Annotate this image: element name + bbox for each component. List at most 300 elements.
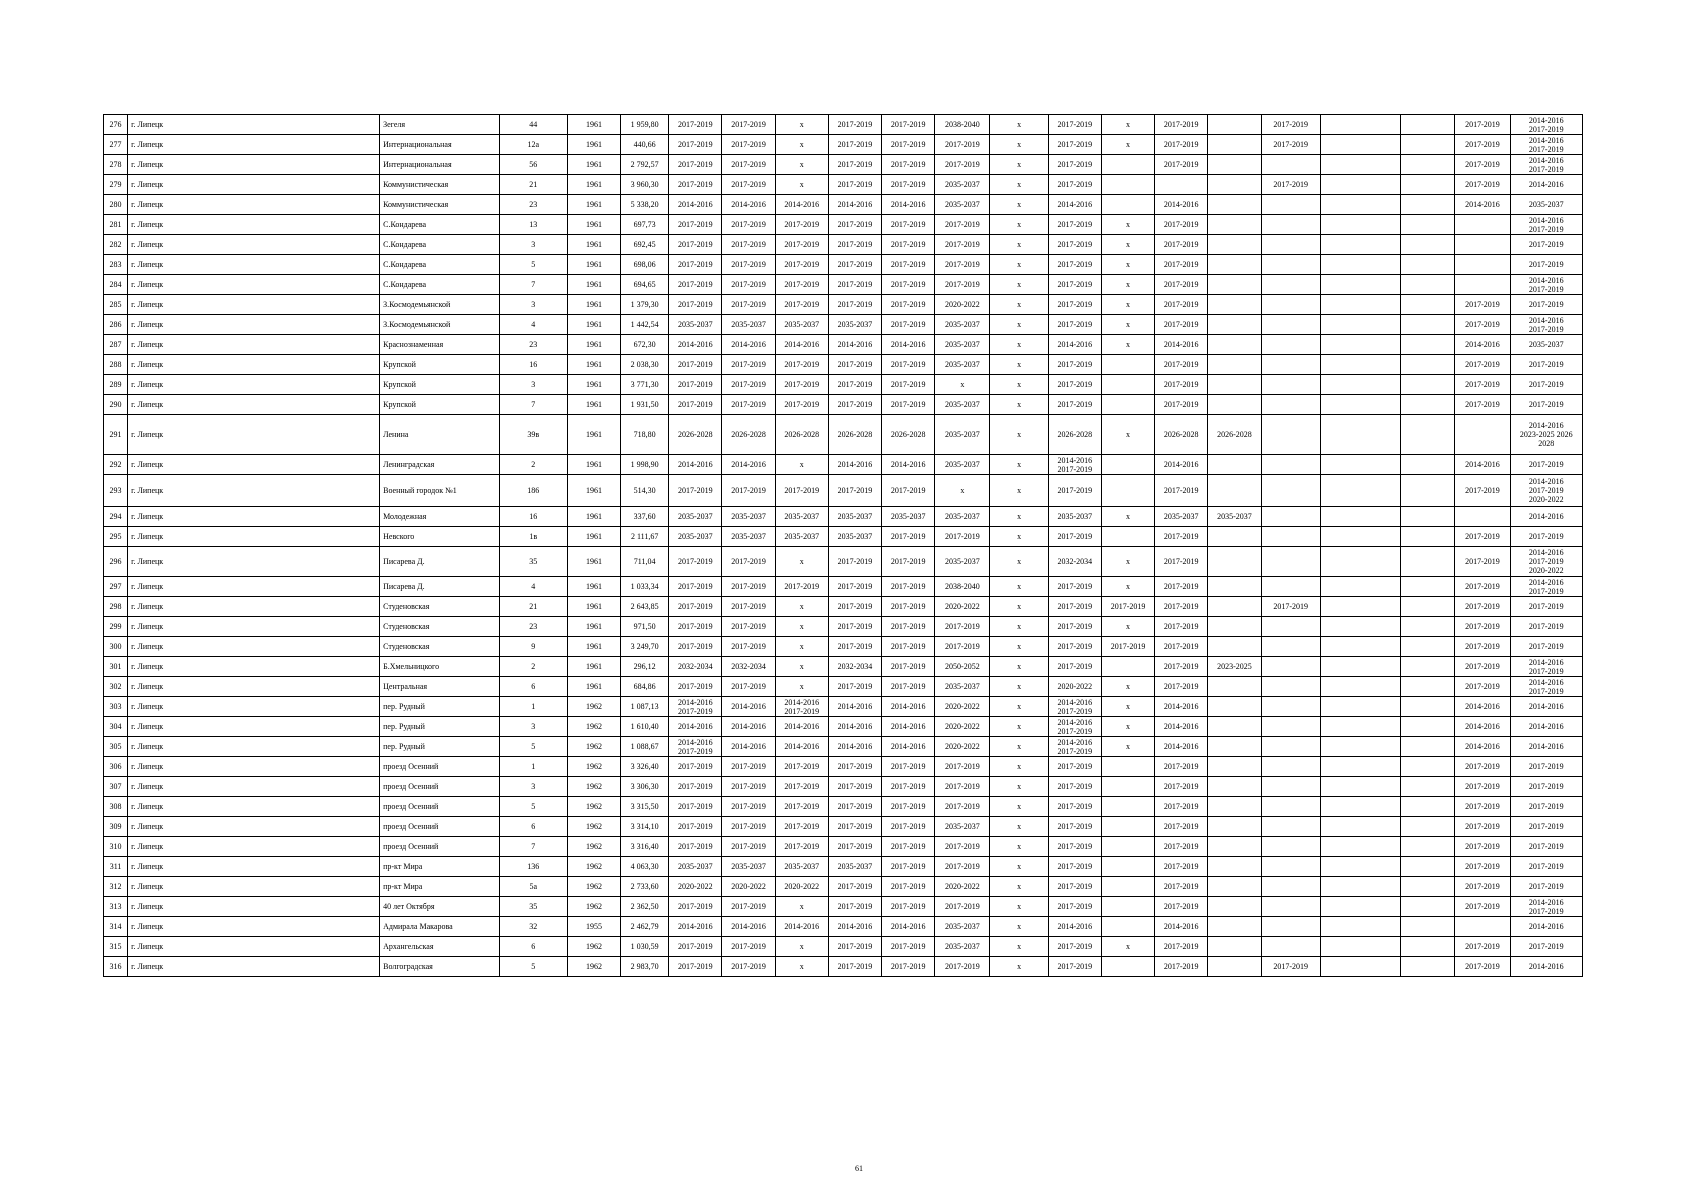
table-cell: 1961 — [567, 275, 620, 295]
table-cell: 292 — [104, 455, 128, 475]
table-cell: 2035-2037 — [935, 395, 990, 415]
table-cell: 1961 — [567, 355, 620, 375]
table-cell: x — [1101, 507, 1154, 527]
table-cell: 1955 — [567, 917, 620, 937]
table-cell: 2017-2019 — [722, 475, 775, 507]
table-cell: 2032-2034 — [1048, 547, 1101, 577]
table-cell: 2020-2022 — [1048, 677, 1101, 697]
table-cell: 718,80 — [621, 415, 669, 455]
table-row — [104, 195, 1583, 215]
table-cell: 2014-2016 2017-2019 — [1510, 215, 1582, 235]
table-cell: 2017-2019 — [669, 255, 722, 275]
table-cell: 1 — [499, 757, 567, 777]
table-cell: 2035-2037 — [669, 507, 722, 527]
table-cell: x — [990, 115, 1048, 135]
table-cell — [1401, 897, 1455, 917]
table-cell — [1320, 455, 1400, 475]
table-cell: 308 — [104, 797, 128, 817]
table-cell: 2014-2016 — [1455, 335, 1510, 355]
table-cell — [1208, 195, 1261, 215]
table-cell: 2014-2016 — [775, 737, 828, 757]
table-cell — [1261, 757, 1320, 777]
table-cell: 2017-2019 — [882, 777, 935, 797]
table-cell: Архангельская — [380, 937, 499, 957]
table-cell: 2035-2037 — [935, 677, 990, 697]
table-cell: 2014-2016 2017-2019 — [1048, 717, 1101, 737]
table-cell — [1208, 527, 1261, 547]
table-cell: г. Липецк — [128, 717, 380, 737]
table-cell: 692,45 — [621, 235, 669, 255]
table-cell: 1 959,80 — [621, 115, 669, 135]
table-cell — [1101, 757, 1154, 777]
table-cell — [1261, 817, 1320, 837]
table-cell: 2014-2016 2023-2025 2026 2028 — [1510, 415, 1582, 455]
table-cell: 2017-2019 — [1155, 637, 1208, 657]
table-cell: x — [775, 547, 828, 577]
table-cell: 440,66 — [621, 135, 669, 155]
table-cell: x — [990, 637, 1048, 657]
table-cell: x — [1101, 547, 1154, 577]
table-cell: 2017-2019 — [669, 757, 722, 777]
table-cell: 2017-2019 — [1455, 135, 1510, 155]
table-cell: 2014-2016 — [1455, 697, 1510, 717]
table-cell: г. Липецк — [128, 507, 380, 527]
table-cell: 301 — [104, 657, 128, 677]
table-cell: 2017-2019 — [1455, 475, 1510, 507]
table-cell — [1261, 777, 1320, 797]
table-row — [104, 697, 1583, 717]
table-cell: 2017-2019 — [1048, 857, 1101, 877]
table-row — [104, 657, 1583, 677]
table-cell: 2017-2019 — [828, 395, 881, 415]
table-cell: 2014-2016 — [1510, 717, 1582, 737]
table-cell: 2017-2019 — [882, 527, 935, 547]
table-cell: 2017-2019 — [935, 235, 990, 255]
table-cell — [1320, 677, 1400, 697]
table-cell: 2014-2016 — [669, 195, 722, 215]
table-cell: x — [1101, 415, 1154, 455]
table-cell — [1208, 295, 1261, 315]
table-cell — [1320, 195, 1400, 215]
table-cell: 2017-2019 — [722, 837, 775, 857]
table-row — [104, 475, 1583, 507]
table-cell: 2017-2019 — [1510, 355, 1582, 375]
table-cell: 1962 — [567, 777, 620, 797]
table-cell: 2 362,50 — [621, 897, 669, 917]
table-row — [104, 415, 1583, 455]
table-cell: Центральная — [380, 677, 499, 697]
table-cell: 2017-2019 — [1455, 527, 1510, 547]
table-cell: x — [1101, 937, 1154, 957]
table-cell — [1401, 777, 1455, 797]
table-cell: 2014-2016 — [828, 737, 881, 757]
table-cell: 2017-2019 — [775, 475, 828, 507]
table-cell: 2017-2019 — [828, 115, 881, 135]
table-cell: 1962 — [567, 877, 620, 897]
table-cell — [1401, 957, 1455, 977]
table-cell: x — [990, 355, 1048, 375]
table-cell: 2017-2019 — [722, 155, 775, 175]
table-cell — [1401, 877, 1455, 897]
table-cell: 3 316,40 — [621, 837, 669, 857]
table-cell: 2017-2019 — [722, 777, 775, 797]
table-cell — [1320, 335, 1400, 355]
table-cell: x — [990, 395, 1048, 415]
table-cell: 2017-2019 — [669, 135, 722, 155]
table-cell: 697,73 — [621, 215, 669, 235]
table-cell: x — [990, 757, 1048, 777]
table-cell: 1961 — [567, 155, 620, 175]
table-cell: 2014-2016 2017-2019 — [1510, 315, 1582, 335]
table-cell: 2017-2019 — [828, 797, 881, 817]
table-cell — [1401, 135, 1455, 155]
table-cell: 2017-2019 — [1155, 135, 1208, 155]
table-cell — [1208, 877, 1261, 897]
table-cell: 2017-2019 — [882, 255, 935, 275]
table-cell: 2017-2019 — [669, 547, 722, 577]
table-cell — [1320, 415, 1400, 455]
table-cell: 6 — [499, 817, 567, 837]
table-cell: 2017-2019 — [1155, 617, 1208, 637]
table-cell: 2035-2037 — [935, 415, 990, 455]
table-cell: г. Липецк — [128, 375, 380, 395]
table-cell: 1962 — [567, 817, 620, 837]
table-cell: x — [990, 877, 1048, 897]
table-cell: 279 — [104, 175, 128, 195]
table-cell — [1320, 355, 1400, 375]
table-cell: г. Липецк — [128, 475, 380, 507]
table-cell: 2017-2019 — [1510, 637, 1582, 657]
table-cell: 3 306,30 — [621, 777, 669, 797]
table-cell — [1261, 717, 1320, 737]
table-cell: 309 — [104, 817, 128, 837]
table-cell: 1961 — [567, 547, 620, 577]
table-cell — [1208, 155, 1261, 175]
table-cell: 2017-2019 — [828, 897, 881, 917]
table-cell: 1961 — [567, 577, 620, 597]
table-cell: 2017-2019 — [1455, 315, 1510, 335]
table-cell: 2017-2019 — [1510, 757, 1582, 777]
table-cell: 2 643,85 — [621, 597, 669, 617]
table-cell: 13 — [499, 215, 567, 235]
table-cell — [1261, 415, 1320, 455]
table-cell: 2020-2022 — [935, 295, 990, 315]
table-cell: x — [775, 597, 828, 617]
table-cell: 2017-2019 — [882, 295, 935, 315]
table-cell: 2014-2016 — [775, 335, 828, 355]
table-cell: x — [990, 597, 1048, 617]
table-cell — [1320, 235, 1400, 255]
table-cell: 2017-2019 — [882, 637, 935, 657]
table-cell: 310 — [104, 837, 128, 857]
table-cell — [1320, 657, 1400, 677]
table-row — [104, 737, 1583, 757]
table-cell: 2 038,30 — [621, 355, 669, 375]
table-cell — [1208, 777, 1261, 797]
table-cell: 1962 — [567, 717, 620, 737]
table-cell — [1261, 235, 1320, 255]
table-cell: 2026-2028 — [882, 415, 935, 455]
table-cell — [1320, 757, 1400, 777]
table-cell: 2014-2016 — [828, 697, 881, 717]
table-cell — [1101, 527, 1154, 547]
table-cell: 286 — [104, 315, 128, 335]
table-cell: 2035-2037 — [1510, 335, 1582, 355]
table-cell — [1320, 917, 1400, 937]
table-cell: 2038-2040 — [935, 115, 990, 135]
table-cell: проезд Осенний — [380, 777, 499, 797]
table-cell: 311 — [104, 857, 128, 877]
table-cell: 2017-2019 — [1155, 395, 1208, 415]
table-cell: 2017-2019 — [882, 115, 935, 135]
table-cell — [1401, 175, 1455, 195]
table-cell — [1455, 275, 1510, 295]
table-cell: г. Липецк — [128, 547, 380, 577]
table-cell: 2017-2019 — [1455, 395, 1510, 415]
table-cell: 2017-2019 — [1455, 375, 1510, 395]
table-cell: 307 — [104, 777, 128, 797]
table-cell: 2014-2016 2017-2019 — [1048, 455, 1101, 475]
table-cell: С.Кондарева — [380, 275, 499, 295]
table-cell: 2020-2022 — [775, 877, 828, 897]
table-cell: 1962 — [567, 737, 620, 757]
table-cell: 2017-2019 — [1048, 527, 1101, 547]
table-cell: 1962 — [567, 797, 620, 817]
table-cell: 2017-2019 — [1101, 637, 1154, 657]
table-cell: x — [990, 957, 1048, 977]
table-cell: 2035-2037 — [1048, 507, 1101, 527]
table-cell: 2017-2019 — [1155, 375, 1208, 395]
table-cell: 5 — [499, 255, 567, 275]
table-cell — [1208, 355, 1261, 375]
table-cell: x — [775, 617, 828, 637]
table-cell: 2017-2019 — [1048, 957, 1101, 977]
table-cell: 2017-2019 — [775, 375, 828, 395]
table-cell: x — [1101, 737, 1154, 757]
table-cell: 2017-2019 — [882, 475, 935, 507]
table-cell: 684,86 — [621, 677, 669, 697]
table-cell: 2035-2037 — [722, 857, 775, 877]
table-cell: 2017-2019 — [1455, 637, 1510, 657]
table-cell: 2017-2019 — [722, 115, 775, 135]
table-cell: 2017-2019 — [1155, 235, 1208, 255]
table-cell: 1961 — [567, 527, 620, 547]
table-cell: 296,12 — [621, 657, 669, 677]
table-cell — [1208, 115, 1261, 135]
table-cell — [1401, 275, 1455, 295]
table-cell: x — [990, 155, 1048, 175]
table-cell: 2014-2016 — [1455, 195, 1510, 215]
table-cell: 2017-2019 — [1155, 677, 1208, 697]
table-cell: 2017-2019 — [722, 937, 775, 957]
table-cell — [1401, 395, 1455, 415]
table-cell: 283 — [104, 255, 128, 275]
table-cell: 2017-2019 — [1155, 937, 1208, 957]
table-cell: 2050-2052 — [935, 657, 990, 677]
table-cell: 1962 — [567, 697, 620, 717]
table-cell: Писарева Д. — [380, 547, 499, 577]
table-cell — [1401, 375, 1455, 395]
table-cell: 1 088,67 — [621, 737, 669, 757]
table-cell: 278 — [104, 155, 128, 175]
table-cell: 2017-2019 — [669, 797, 722, 817]
table-cell: 2014-2016 — [1455, 737, 1510, 757]
table-cell: 2014-2016 — [882, 917, 935, 937]
table-cell: 2017-2019 — [1048, 275, 1101, 295]
table-cell: 711,04 — [621, 547, 669, 577]
table-cell: 2014-2016 — [1455, 455, 1510, 475]
table-cell — [1208, 637, 1261, 657]
table-cell: 2017-2019 — [882, 757, 935, 777]
table-cell: г. Липецк — [128, 777, 380, 797]
table-cell: 2014-2016 2017-2019 — [775, 697, 828, 717]
table-cell: 2014-2016 2017-2019 — [1510, 897, 1582, 917]
table-cell — [1401, 937, 1455, 957]
table-row — [104, 897, 1583, 917]
table-cell: 2017-2019 — [1510, 837, 1582, 857]
table-cell: 305 — [104, 737, 128, 757]
table-cell: 2026-2028 — [828, 415, 881, 455]
table-cell: 2017-2019 — [775, 777, 828, 797]
table-cell: 2017-2019 — [935, 957, 990, 977]
table-row — [104, 135, 1583, 155]
table-cell: 2017-2019 — [882, 547, 935, 577]
table-cell — [1261, 335, 1320, 355]
table-cell: г. Липецк — [128, 657, 380, 677]
table-cell: x — [935, 475, 990, 507]
table-cell: x — [990, 175, 1048, 195]
table-cell: 282 — [104, 235, 128, 255]
table-cell — [1261, 527, 1320, 547]
table-cell: г. Липецк — [128, 917, 380, 937]
table-row — [104, 455, 1583, 475]
table-cell: 2035-2037 — [935, 817, 990, 837]
table-cell: 2017-2019 — [775, 235, 828, 255]
table-cell: 971,50 — [621, 617, 669, 637]
table-cell: г. Липецк — [128, 355, 380, 375]
table-cell: 2035-2037 — [935, 917, 990, 937]
table-cell: 2017-2019 — [1261, 135, 1320, 155]
table-cell: x — [990, 817, 1048, 837]
table-cell: г. Липецк — [128, 235, 380, 255]
table-cell: 2017-2019 — [1510, 527, 1582, 547]
table-cell: 2017-2019 — [1455, 295, 1510, 315]
table-cell — [1320, 637, 1400, 657]
table-cell: 2014-2016 2017-2019 — [1510, 275, 1582, 295]
table-cell: 2014-2016 — [669, 455, 722, 475]
table-cell: г. Липецк — [128, 315, 380, 335]
table-cell: 2017-2019 — [1048, 837, 1101, 857]
table-cell — [1208, 215, 1261, 235]
table-cell: 2017-2019 — [828, 235, 881, 255]
table-cell: 337,60 — [621, 507, 669, 527]
table-cell: 2017-2019 — [1510, 455, 1582, 475]
table-cell: 2035-2037 — [935, 335, 990, 355]
table-cell: 1961 — [567, 455, 620, 475]
table-cell: г. Липецк — [128, 275, 380, 295]
table-row — [104, 255, 1583, 275]
table-cell — [1401, 115, 1455, 135]
table-cell: С.Кондарева — [380, 235, 499, 255]
table-row — [104, 335, 1583, 355]
table-cell: 2035-2037 — [722, 315, 775, 335]
table-cell: 2017-2019 — [882, 797, 935, 817]
table-cell — [1401, 215, 1455, 235]
table-cell: 2014-2016 — [722, 717, 775, 737]
table-cell: 2014-2016 — [882, 737, 935, 757]
table-cell: 2017-2019 — [1048, 395, 1101, 415]
table-cell — [1261, 295, 1320, 315]
table-cell: x — [1101, 717, 1154, 737]
table-cell: 2017-2019 — [1155, 547, 1208, 577]
table-cell: г. Липецк — [128, 115, 380, 135]
table-cell: 32 — [499, 917, 567, 937]
table-cell: 2014-2016 — [775, 195, 828, 215]
table-cell: 2017-2019 — [1261, 957, 1320, 977]
table-cell: 2017-2019 — [722, 135, 775, 155]
table-cell: 2014-2016 — [722, 737, 775, 757]
table-cell: 39в — [499, 415, 567, 455]
table-cell: 2017-2019 — [1155, 275, 1208, 295]
table-cell — [1401, 917, 1455, 937]
table-cell: 2017-2019 — [722, 255, 775, 275]
table-cell: Краснознаменная — [380, 335, 499, 355]
table-cell: 2014-2016 — [775, 717, 828, 737]
table-cell — [1401, 597, 1455, 617]
table-cell: 2017-2019 — [828, 617, 881, 637]
table-cell: 2017-2019 — [882, 315, 935, 335]
table-cell: x — [1101, 255, 1154, 275]
table-cell: 4 063,30 — [621, 857, 669, 877]
table-cell: 2017-2019 — [669, 375, 722, 395]
table-cell: 316 — [104, 957, 128, 977]
table-cell — [1208, 547, 1261, 577]
table-cell: 1 379,30 — [621, 295, 669, 315]
table-cell: 56 — [499, 155, 567, 175]
table-cell: 2017-2019 — [1048, 817, 1101, 837]
table-cell: 2017-2019 — [722, 677, 775, 697]
table-cell: 1961 — [567, 415, 620, 455]
table-cell: 2017-2019 — [828, 255, 881, 275]
table-cell: x — [775, 937, 828, 957]
table-cell: 312 — [104, 877, 128, 897]
table-cell: 2017-2019 — [1155, 577, 1208, 597]
table-cell: 1 442,54 — [621, 315, 669, 335]
table-cell: Коммунистическая — [380, 175, 499, 195]
table-cell: 2014-2016 — [1510, 697, 1582, 717]
table-cell: 2017-2019 — [775, 757, 828, 777]
table-cell: 2017-2019 — [882, 215, 935, 235]
table-cell — [1261, 797, 1320, 817]
table-cell: 2017-2019 — [1048, 115, 1101, 135]
table-cell — [1401, 697, 1455, 717]
table-cell: 136 — [499, 857, 567, 877]
table-cell — [1261, 677, 1320, 697]
table-cell: г. Липецк — [128, 155, 380, 175]
table-cell: 2017-2019 — [775, 817, 828, 837]
table-row — [104, 577, 1583, 597]
table-cell: 2017-2019 — [828, 355, 881, 375]
table-cell: 1961 — [567, 255, 620, 275]
table-cell: 2017-2019 — [828, 275, 881, 295]
table-cell: проезд Осенний — [380, 817, 499, 837]
table-cell: г. Липецк — [128, 937, 380, 957]
table-cell: 21 — [499, 175, 567, 195]
table-cell — [1320, 957, 1400, 977]
table-cell: 5 — [499, 737, 567, 757]
table-cell — [1101, 455, 1154, 475]
table-cell: 2017-2019 — [935, 255, 990, 275]
